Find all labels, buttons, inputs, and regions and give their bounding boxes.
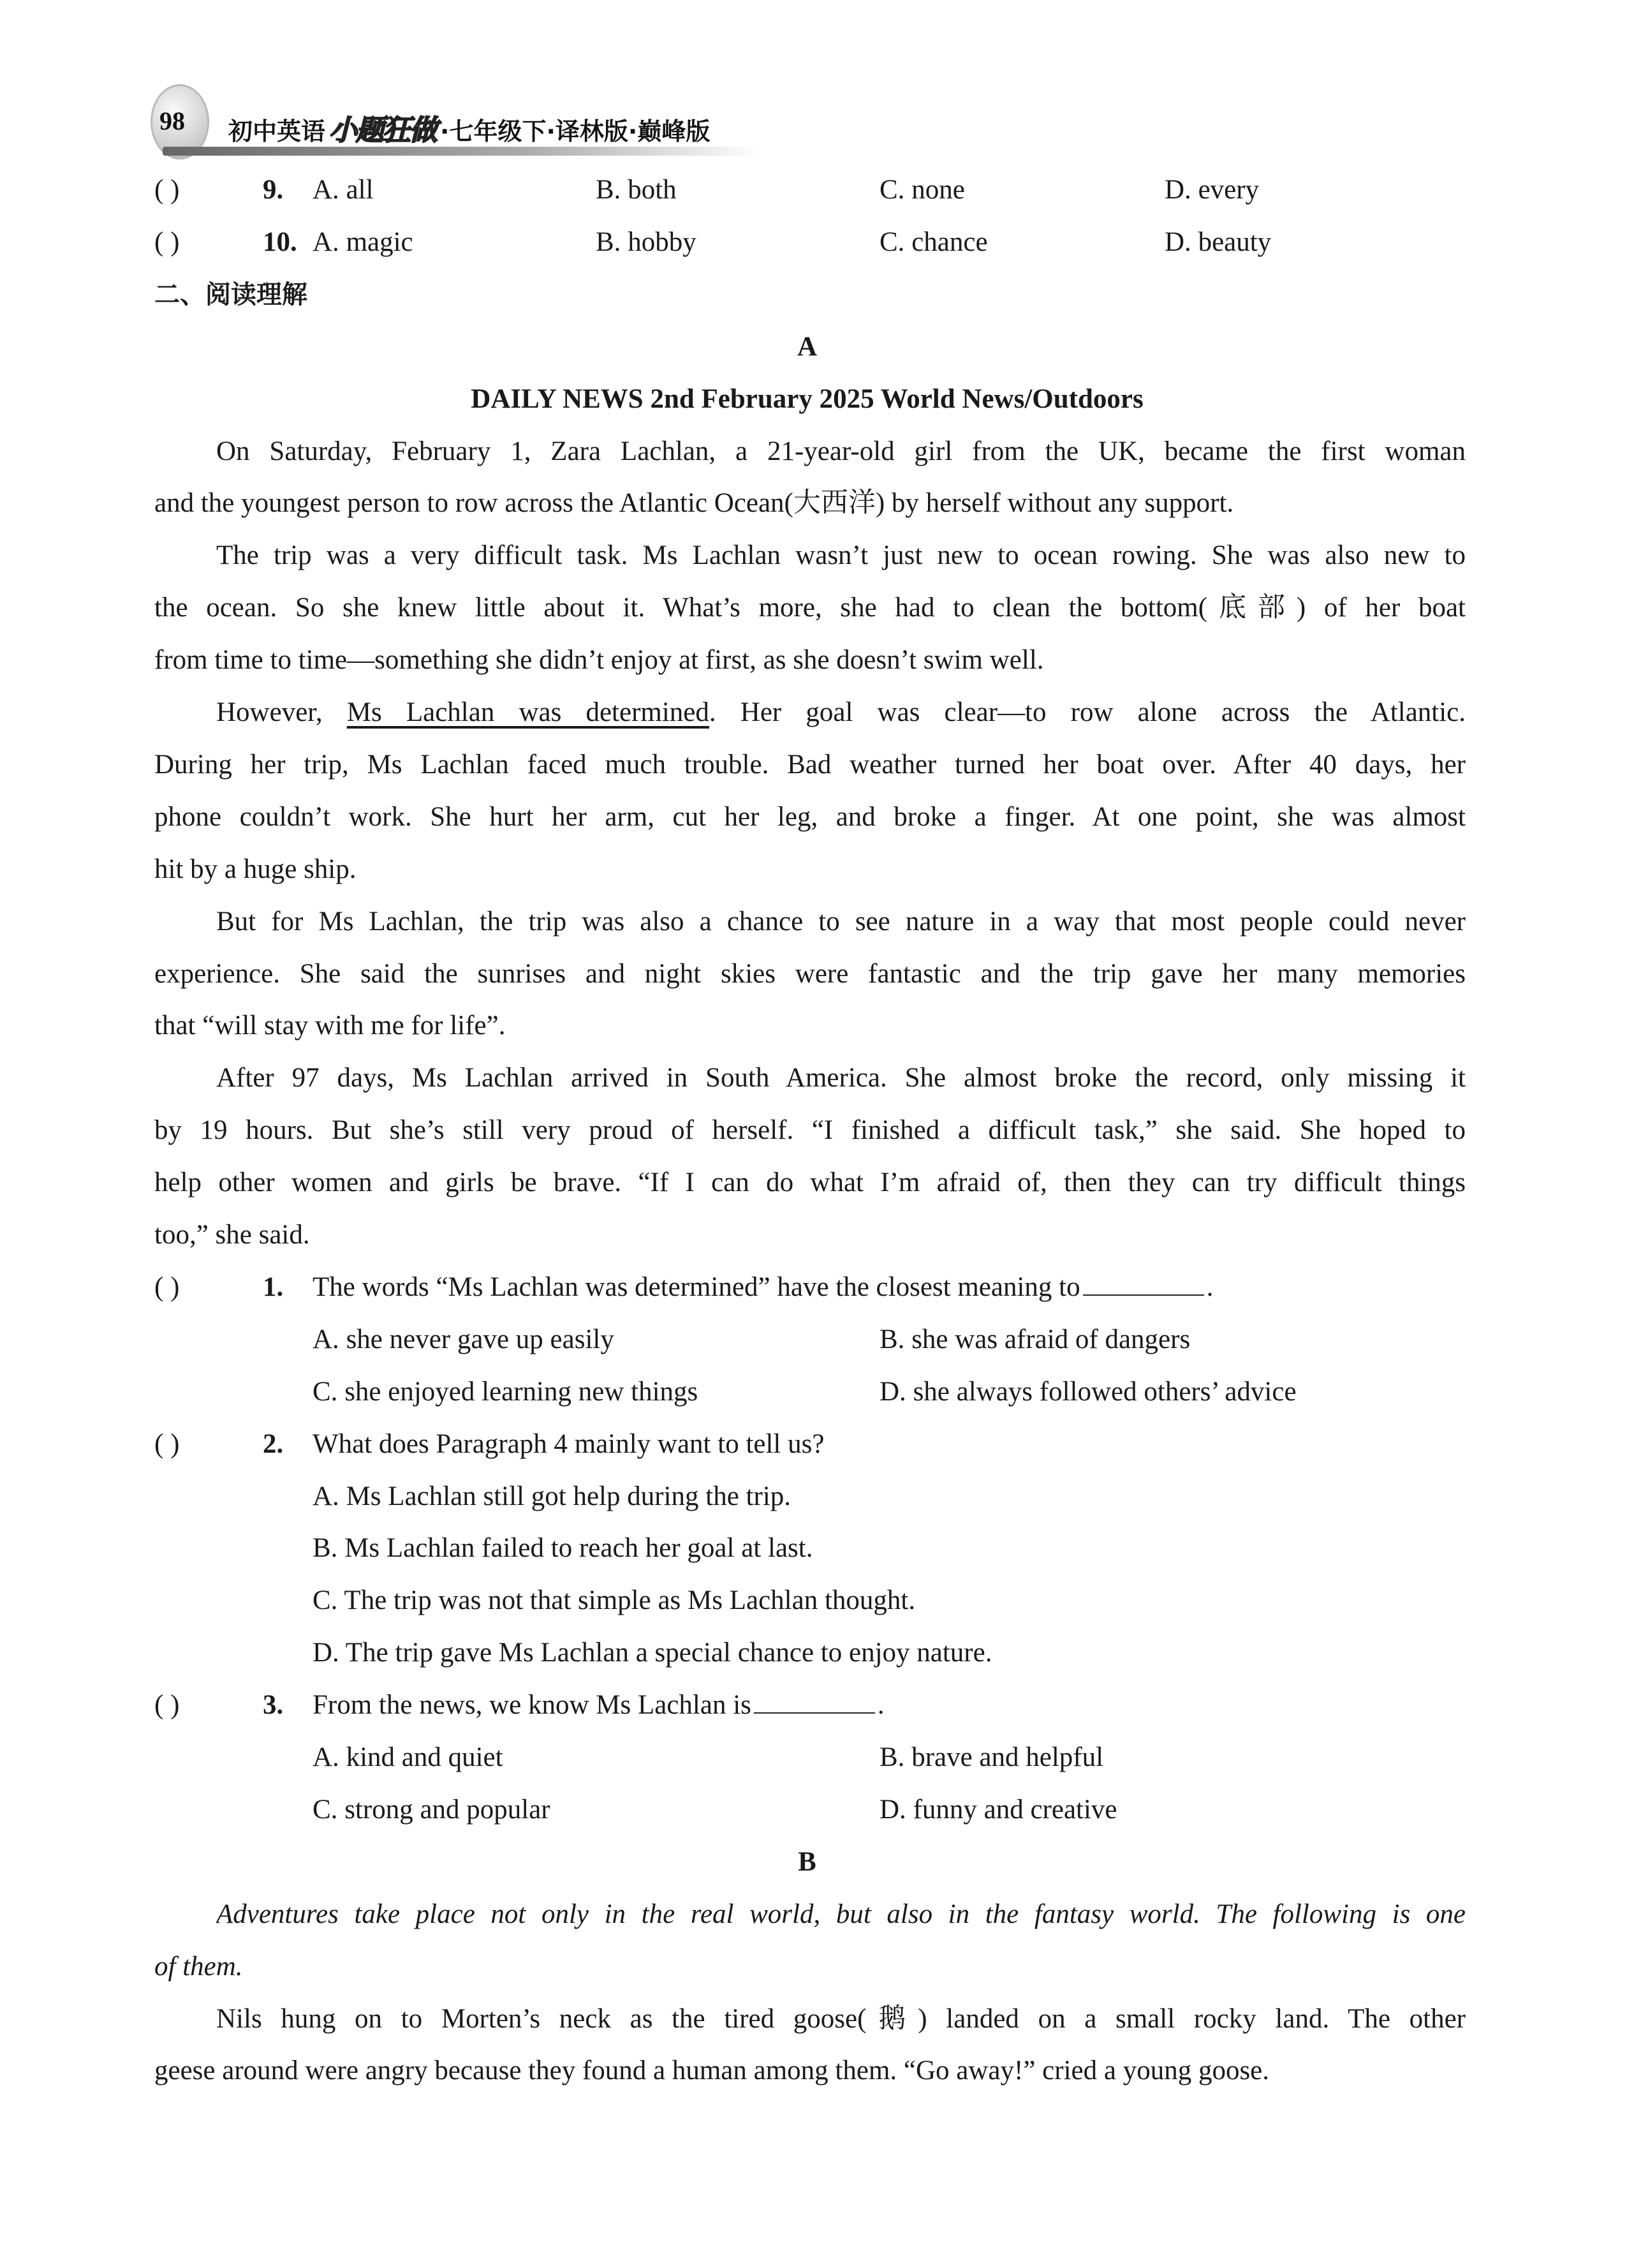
answer-blank[interactable] xyxy=(754,1689,875,1714)
option-letter: D. xyxy=(1165,175,1191,205)
option-text: brave and helpful xyxy=(911,1742,1104,1772)
cloze-question xyxy=(0,164,1627,216)
option-text: hobby xyxy=(628,226,696,257)
option-letter: D. xyxy=(1165,226,1191,257)
stem-text: From the news, we know Ms Lachlan is xyxy=(313,1690,751,1721)
option xyxy=(313,1575,915,1627)
option-letter: A. xyxy=(313,175,339,205)
question-number: 9. xyxy=(263,175,284,205)
title-suffix: ·七年级下·译林版·巅峰版 xyxy=(440,117,710,145)
book-title xyxy=(228,107,710,148)
question-number: 3. xyxy=(263,1690,284,1721)
paragraph-line: phone couldn’t work. She hurt her arm, cut her leg, and broke a finger. At one point, she was almost xyxy=(154,801,1466,832)
paragraph-line xyxy=(216,686,1466,739)
question-stem xyxy=(313,1261,1213,1314)
option-text: chance xyxy=(911,226,988,257)
option-text: magic xyxy=(346,226,413,257)
option-text: Ms Lachlan failed to reach her goal at last. xyxy=(344,1533,813,1564)
paragraph-line: from time to time—something she didn’t enjoy at first, as she doesn’t swim well. xyxy=(154,645,1044,676)
option xyxy=(880,216,988,269)
stem-text: The words “Ms Lachlan was determined” have the closest meaning to xyxy=(313,1271,1080,1302)
option-letter: C. xyxy=(313,1376,338,1407)
page-header xyxy=(0,0,1627,185)
option-letter: D. xyxy=(880,1376,906,1407)
question-stem xyxy=(313,1679,885,1731)
answer-bracket[interactable]: ( ) xyxy=(154,226,180,257)
paragraph-line: by 19 hours. But she’s still very proud of herself. “I finished a difficult task,” she said. She hoped to xyxy=(154,1115,1466,1146)
option xyxy=(313,1731,503,1784)
option-row xyxy=(0,1366,1627,1418)
paragraph-line: But for Ms Lachlan, the trip was also a chance to see nature in a way that most people could never xyxy=(216,906,1466,937)
option xyxy=(596,164,677,216)
option xyxy=(313,1522,813,1575)
option-letter: B. xyxy=(596,226,621,257)
option-letter: A. xyxy=(313,1324,339,1354)
option-letter: A. xyxy=(313,226,339,257)
option-row xyxy=(0,1784,1627,1836)
option xyxy=(313,1627,992,1679)
passage-label: A xyxy=(797,331,818,362)
underlined-phrase: Ms Lachlan was determined xyxy=(346,697,709,727)
section-heading: 二、阅读理解 xyxy=(154,279,307,309)
question xyxy=(0,1418,1627,1471)
stem-text: What does Paragraph 4 mainly want to tell us? xyxy=(313,1428,825,1459)
paragraph-line: After 97 days, Ms Lachlan arrived in South America. She almost broke the record, only missing it xyxy=(216,1063,1466,1093)
series-logo: 小题狂做 xyxy=(329,114,437,147)
paragraph-line: help other women and girls be brave. “If I can do what I’m afraid of, then they can try difficult things xyxy=(154,1167,1466,1198)
intro-line: of them. xyxy=(154,1951,243,1982)
paragraph-line: hit by a huge ship. xyxy=(154,854,357,884)
option xyxy=(313,1314,614,1366)
paragraph-line: geese around were angry because they found a human among them. “Go away!” cried a young goose. xyxy=(154,2056,1270,2086)
option-text: funny and creative xyxy=(913,1794,1117,1825)
answer-bracket[interactable]: ( ) xyxy=(154,175,180,205)
option-text: The trip was not that simple as Ms Lachlan thought. xyxy=(344,1585,916,1616)
option-text: none xyxy=(911,175,965,205)
stem-end: . xyxy=(877,1690,885,1721)
option-letter: D. xyxy=(313,1638,339,1668)
paragraph-line: too,” she said. xyxy=(154,1220,310,1250)
text: . Her goal was clear—to row alone across the Atlantic. xyxy=(709,697,1466,727)
option-text: all xyxy=(346,175,374,205)
option xyxy=(313,1471,791,1523)
option-text: Ms Lachlan still got help during the trip. xyxy=(346,1481,791,1511)
option-letter: C. xyxy=(880,226,905,257)
cloze-question xyxy=(0,216,1627,269)
option-text: she always followed others’ advice xyxy=(913,1376,1297,1407)
option-row xyxy=(0,1471,1627,1523)
text: However, xyxy=(216,697,347,727)
option xyxy=(313,1366,698,1418)
option-letter: C. xyxy=(880,175,905,205)
question xyxy=(0,1679,1627,1731)
option-letter: D. xyxy=(880,1794,906,1825)
option xyxy=(880,1314,1190,1366)
question-number: 2. xyxy=(263,1428,284,1459)
answer-bracket[interactable]: ( ) xyxy=(154,1690,180,1721)
passage-title: DAILY NEWS 2nd February 2025 World News/Outdoors xyxy=(471,383,1144,414)
paragraph-line: The trip was a very difficult task. Ms Lachlan wasn’t just new to ocean rowing. She was also new to xyxy=(216,540,1466,571)
option-text: both xyxy=(628,175,677,205)
header-rule xyxy=(163,147,762,156)
option-letter: A. xyxy=(313,1481,339,1511)
option xyxy=(880,1784,1117,1836)
option xyxy=(313,1784,550,1836)
page-number: 98 xyxy=(159,107,185,135)
paragraph-line: and the youngest person to row across the Atlantic Ocean(大西洋) by herself without any support. xyxy=(154,488,1234,519)
option-letter: A. xyxy=(313,1742,339,1772)
option-letter: B. xyxy=(596,175,621,205)
stem-end: . xyxy=(1206,1271,1214,1302)
option-text: she was afraid of dangers xyxy=(911,1324,1191,1354)
option xyxy=(880,164,965,216)
option xyxy=(313,164,374,216)
option-text: she enjoyed learning new things xyxy=(344,1376,698,1407)
option-letter: C. xyxy=(313,1794,338,1825)
option xyxy=(880,1366,1297,1418)
question xyxy=(0,1261,1627,1314)
option-row xyxy=(0,1314,1627,1366)
paragraph-line: that “will stay with me for life”. xyxy=(154,1011,506,1041)
option-text: kind and quiet xyxy=(346,1742,503,1772)
option-row xyxy=(0,1522,1627,1575)
paragraph-line: During her trip, Ms Lachlan faced much trouble. Bad weather turned her boat over. After 40 days, her xyxy=(154,749,1466,780)
option-letter: C. xyxy=(313,1585,338,1616)
option-row xyxy=(0,1627,1627,1679)
option-letter: B. xyxy=(880,1324,905,1354)
option-letter: B. xyxy=(880,1742,905,1772)
option xyxy=(880,1731,1103,1784)
option xyxy=(313,216,413,269)
option-text: beauty xyxy=(1198,226,1272,257)
option xyxy=(1165,164,1259,216)
answer-bracket[interactable]: ( ) xyxy=(154,1428,180,1459)
question-number: 1. xyxy=(263,1271,284,1302)
option-row xyxy=(0,1731,1627,1784)
option-text: strong and popular xyxy=(344,1794,550,1825)
intro-line: Adventures take place not only in the real world, but also in the fantasy world. The following is one xyxy=(216,1899,1466,1929)
option-text: The trip gave Ms Lachlan a special chance to enjoy nature. xyxy=(345,1638,992,1668)
paragraph-line: On Saturday, February 1, Zara Lachlan, a 21-year-old girl from the UK, became the first woman xyxy=(216,436,1466,466)
option xyxy=(1165,216,1271,269)
question-number: 10. xyxy=(263,226,297,257)
passage-label: B xyxy=(798,1846,816,1877)
title-prefix: 初中英语 xyxy=(228,117,326,145)
option-text: every xyxy=(1198,175,1260,205)
answer-bracket[interactable]: ( ) xyxy=(154,1271,180,1302)
option-row xyxy=(0,1575,1627,1627)
answer-blank[interactable] xyxy=(1083,1271,1204,1296)
question-stem xyxy=(313,1418,824,1471)
paragraph-line: the ocean. So she knew little about it. What’s more, she had to clean the bottom(底部) of her boat xyxy=(154,593,1466,623)
option-text: she never gave up easily xyxy=(346,1324,614,1354)
paragraph-line: experience. She said the sunrises and night skies were fantastic and the trip gave her many memories xyxy=(154,958,1466,989)
option-letter: B. xyxy=(313,1533,338,1564)
paragraph-line: Nils hung on to Morten’s neck as the tired goose(鹅) landed on a small rocky land. The other xyxy=(216,2003,1466,2034)
option xyxy=(596,216,696,269)
